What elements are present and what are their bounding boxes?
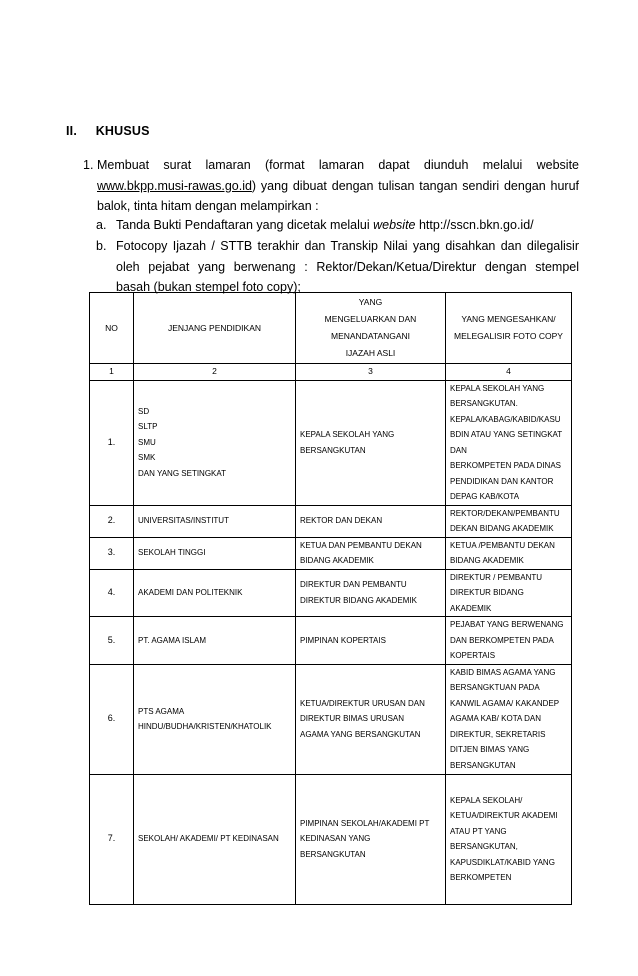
pengesah-cell-line: KETUA /PEMBANTU DEKAN	[450, 540, 555, 550]
section-heading	[66, 124, 150, 138]
pengesah-cell-line: DIREKTUR BIDANG	[450, 588, 524, 597]
pengesah-cell-line: KEPALA/KABAG/KABID/KASU	[450, 414, 561, 424]
table-header-row	[90, 293, 572, 364]
sub-item-b: b. Fotocopy Ijazah / STTB terakhir dan Transkip Nilai yang disahkan dan dilegalisir oleh pejabat yang berwenang : Rektor/Dekan/Ketua/Direktur dengan stempel basah (bukan stempel foto copy);	[96, 236, 579, 298]
pengeluar-cell-line: DIREKTUR DAN PEMBANTU	[300, 580, 407, 590]
jenjang-cell-line: PTS AGAMA	[138, 706, 185, 716]
pengesah-cell-line: AGAMA KAB/ KOTA DAN	[450, 714, 541, 724]
jenjang-cell-line: AKADEMI DAN POLITEKNIK	[138, 588, 243, 597]
pengesah-cell	[446, 537, 572, 569]
website-link[interactable]: www.bkpp.musi-rawas.go.id	[97, 178, 252, 193]
table-row	[90, 569, 572, 617]
pengeluar-cell	[296, 617, 446, 665]
jenjang-cell-line: PT. AGAMA ISLAM	[138, 635, 207, 645]
pengeluar-cell-line: AGAMA YANG BERSANGKUTAN	[300, 729, 421, 739]
pengesah-cell-line: KOPERTAIS	[450, 651, 496, 660]
pengesah-cell-line: BERSANGKTUAN PADA	[450, 683, 540, 693]
pengeluar-cell	[296, 505, 446, 537]
header-pengeluar: YANG MENGELUARKAN DAN MENANDATANGANI IJAZAH ASLI	[296, 293, 446, 364]
pengesah-cell-line: KABID BIMAS AGAMA YANG	[450, 667, 556, 677]
section-number: II.	[66, 124, 78, 138]
section-title: KHUSUS	[95, 124, 150, 138]
pengesah-cell-line: BERSANGKUTAN.	[450, 399, 518, 408]
row-number: 3.	[90, 537, 134, 569]
jenjang-cell-line: DAN YANG SETINGKAT	[138, 468, 227, 478]
pengesah-cell-line: DEPAG KAB/KOTA	[450, 492, 520, 501]
jenjang-cell	[134, 380, 296, 505]
pengesah-cell-line: BERSANGKUTAN,	[450, 842, 518, 851]
jenjang-cell-line: SEKOLAH TINGGI	[138, 548, 206, 558]
jenjang-cell-line: SMK	[138, 453, 156, 463]
header-no: NO	[90, 293, 134, 364]
row-number: 2.	[90, 505, 134, 537]
table-row	[90, 505, 572, 537]
table-row	[90, 617, 572, 665]
pengesah-cell-line: DAN	[450, 445, 467, 455]
sub-item-a-label: a.	[96, 218, 107, 232]
pengesah-cell-line: AKADEMIK	[450, 603, 492, 613]
pengesah-cell-line: KEPALA SEKOLAH/	[450, 795, 523, 805]
item-1-marker: 1.	[83, 158, 94, 172]
pengeluar-cell	[296, 380, 446, 505]
pengesah-cell-line: REKTOR/DEKAN/PEMBANTU	[450, 508, 560, 518]
pengeluar-cell-line: BERSANGKUTAN	[300, 849, 366, 859]
pengesah-cell	[446, 664, 572, 774]
sub-item-b-label: b.	[96, 239, 107, 253]
item-1-line-3: balok, tinta hitam dengan melampirkan :	[97, 199, 319, 213]
header-pengesah: YANG MENGESAHKAN/ MELEGALISIR FOTO COPY	[446, 293, 572, 364]
pengesah-cell	[446, 505, 572, 537]
pengesah-cell-line: DAN BERKOMPETEN PADA	[450, 635, 554, 645]
pengeluar-cell-line: BERSANGKUTAN	[300, 445, 366, 455]
table-row	[90, 774, 572, 904]
table-row	[90, 537, 572, 569]
jenjang-cell	[134, 569, 296, 617]
jenjang-cell-line: SD	[138, 406, 150, 416]
pengesah-cell-line: DIREKTUR / PEMBANTU	[450, 572, 543, 582]
pengesah-cell-line: BERKOMPETEN	[450, 873, 512, 882]
pengeluar-cell-line: PIMPINAN SEKOLAH/AKADEMI PT	[300, 818, 430, 828]
pengeluar-cell-line: PIMPINAN KOPERTAIS	[300, 635, 386, 645]
jenjang-cell	[134, 537, 296, 569]
sub-item-a: a. Tanda Bukti Pendaftaran yang dicetak melalui website http://sscn.bkn.go.id/	[96, 215, 579, 236]
pengesah-cell	[446, 380, 572, 505]
pengesah-cell-line: BERSANGKUTAN	[450, 760, 516, 770]
row-number: 4.	[90, 569, 134, 617]
jenjang-cell	[134, 505, 296, 537]
pengeluar-cell-line: DIREKTUR BIDANG AKADEMIK	[300, 595, 417, 605]
pengesah-cell-line: PENDIDIKAN DAN KANTOR	[450, 476, 554, 486]
jenjang-cell-line: SLTP	[138, 422, 158, 432]
pengeluar-cell	[296, 537, 446, 569]
column-index-row: 1 2 3 4	[90, 364, 572, 381]
item-1	[83, 155, 579, 217]
pengesah-cell	[446, 774, 572, 904]
pengesah-cell-line: BIDANG AKADEMIK	[450, 556, 524, 565]
pengeluar-cell-line: KEDINASAN YANG	[300, 834, 371, 844]
pengeluar-cell	[296, 664, 446, 774]
pengeluar-cell-line: KEPALA SEKOLAH YANG	[300, 430, 395, 439]
pengeluar-cell-line: BIDANG AKADEMIK	[300, 556, 374, 565]
pengeluar-cell-line: REKTOR DAN DEKAN	[300, 516, 383, 526]
pengesah-cell-line: DEKAN BIDANG AKADEMIK	[450, 524, 554, 533]
legalization-table	[89, 292, 572, 905]
jenjang-cell-line: SEKOLAH/ AKADEMI/ PT KEDINASAN	[138, 834, 279, 844]
pengesah-cell-line: KANWIL AGAMA/ KAKANDEP	[450, 698, 560, 708]
jenjang-cell-line: UNIVERSITAS/INSTITUT	[138, 516, 229, 526]
table-row	[90, 664, 572, 774]
row-number: 1.	[90, 380, 134, 505]
header-jenjang: JENJANG PENDIDIKAN	[134, 293, 296, 364]
pengesah-cell-line: ATAU PT YANG	[450, 826, 507, 836]
row-number: 7.	[90, 774, 134, 904]
pengesah-cell-line: BDIN ATAU YANG SETINGKAT	[450, 430, 563, 439]
jenjang-cell-line: HINDU/BUDHA/KRISTEN/KHATOLIK	[138, 722, 272, 731]
row-number: 5.	[90, 617, 134, 665]
pengeluar-cell-line: KETUA/DIREKTUR URUSAN DAN	[300, 698, 425, 708]
pengeluar-cell	[296, 774, 446, 904]
pengeluar-cell-line: DIREKTUR BIMAS URUSAN	[300, 714, 405, 724]
jenjang-cell	[134, 774, 296, 904]
pengeluar-cell	[296, 569, 446, 617]
pengeluar-cell-line: KETUA DAN PEMBANTU DEKAN	[300, 540, 422, 550]
item-1-line-1: Membuat surat lamaran (format lamaran dapat diunduh melalui website	[97, 158, 579, 172]
pengesah-cell-line: PEJABAT YANG BERWENANG	[450, 620, 564, 629]
pengesah-cell-line: BERKOMPETEN PADA DINAS	[450, 461, 561, 470]
pengesah-cell	[446, 569, 572, 617]
pengesah-cell-line: KAPUSDIKLAT/KABID YANG	[450, 857, 555, 867]
jenjang-cell	[134, 617, 296, 665]
website-italic: website	[373, 218, 416, 232]
pengesah-cell	[446, 617, 572, 665]
pengesah-cell-line: KETUA/DIREKTUR AKADEMI	[450, 811, 558, 820]
pengesah-cell-line: DITJEN BIMAS YANG	[450, 745, 530, 755]
row-number: 6.	[90, 664, 134, 774]
jenjang-cell-line: SMU	[138, 437, 156, 447]
pengesah-cell-line: KEPALA SEKOLAH YANG	[450, 383, 545, 393]
pengesah-cell-line: DIREKTUR, SEKRETARIS	[450, 729, 546, 739]
jenjang-cell	[134, 664, 296, 774]
table-row	[90, 380, 572, 505]
item-1-line-2: ) yang dibuat dengan tulisan tangan sendiri dengan huruf	[251, 178, 579, 193]
